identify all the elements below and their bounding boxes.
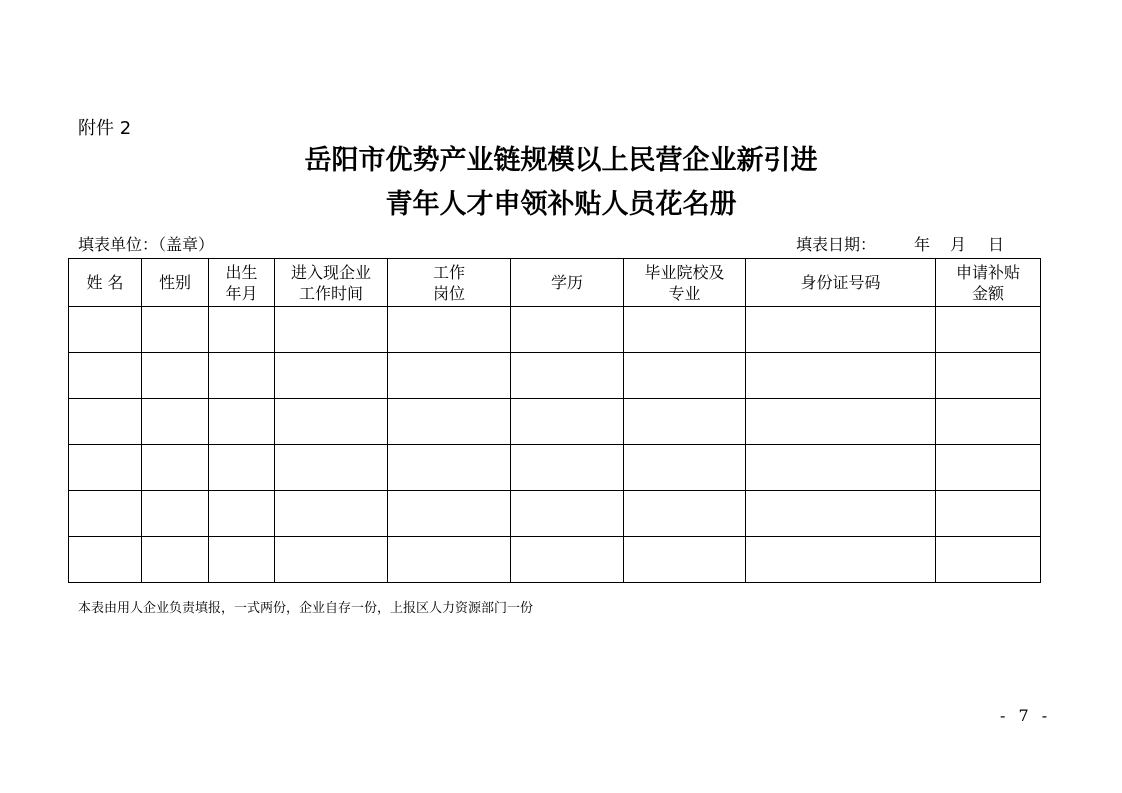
table-cell[interactable] (511, 399, 624, 445)
fill-date-day: 日 (988, 235, 1005, 254)
column-header (209, 259, 275, 307)
column-header-line1: 身份证号码 (800, 273, 881, 292)
fill-date-year: 年 (914, 235, 931, 254)
table-cell[interactable] (388, 491, 511, 537)
table-cell[interactable] (936, 353, 1041, 399)
table-cell[interactable] (209, 491, 275, 537)
column-header-line2: 专业 (668, 283, 701, 303)
table-cell[interactable] (69, 307, 142, 353)
column-header (936, 259, 1041, 307)
column-header (142, 259, 209, 307)
column-header-line1: 毕业院校及 (644, 262, 725, 282)
column-header (511, 259, 624, 307)
fill-date (796, 232, 1004, 255)
table-cell[interactable] (511, 491, 624, 537)
column-header-line2: 岗位 (432, 283, 465, 303)
table-cell[interactable] (511, 537, 624, 583)
column-header (624, 259, 746, 307)
table-cell[interactable] (624, 491, 746, 537)
table-cell[interactable] (275, 399, 388, 445)
table-cell[interactable] (624, 307, 746, 353)
fill-date-month: 月 (950, 235, 967, 254)
column-header-line1: 工作 (432, 262, 465, 282)
table-cell[interactable] (142, 353, 209, 399)
column-header-line1: 出生 (225, 262, 258, 282)
table-cell[interactable] (275, 445, 388, 491)
table-cell[interactable] (209, 445, 275, 491)
table-cell[interactable] (746, 399, 936, 445)
table-cell[interactable] (388, 399, 511, 445)
document-title-line2: 青年人才申领补贴人员花名册 (385, 189, 737, 220)
column-header (746, 259, 936, 307)
table-cell[interactable] (275, 307, 388, 353)
table-cell[interactable] (511, 353, 624, 399)
table-cell[interactable] (746, 353, 936, 399)
table-cell[interactable] (624, 445, 746, 491)
table-cell[interactable] (388, 537, 511, 583)
table-header-row (69, 259, 1041, 307)
table-cell[interactable] (624, 399, 746, 445)
column-header-line1: 姓 名 (86, 273, 124, 292)
table-cell[interactable] (511, 307, 624, 353)
table-row (69, 353, 1041, 399)
table-row (69, 399, 1041, 445)
table-row (69, 491, 1041, 537)
table-cell[interactable] (624, 537, 746, 583)
table-cell[interactable] (388, 353, 511, 399)
column-header (388, 259, 511, 307)
column-header (275, 259, 388, 307)
table-cell[interactable] (275, 491, 388, 537)
fill-date-label: 填表日期： (796, 235, 877, 254)
table-cell[interactable] (746, 445, 936, 491)
table-row (69, 307, 1041, 353)
table-cell[interactable] (936, 537, 1041, 583)
table-cell[interactable] (746, 491, 936, 537)
column-header-line1: 进入现企业 (290, 262, 371, 282)
table-cell[interactable] (209, 399, 275, 445)
column-header-line2: 年月 (225, 283, 258, 303)
table-cell[interactable] (388, 307, 511, 353)
table-cell[interactable] (746, 307, 936, 353)
roster-table (68, 258, 1041, 583)
table-cell[interactable] (69, 399, 142, 445)
column-header-line1: 申请补贴 (955, 262, 1020, 282)
table-cell[interactable] (142, 399, 209, 445)
table-cell[interactable] (936, 491, 1041, 537)
table-cell[interactable] (936, 445, 1041, 491)
column-header-line2: 工作时间 (298, 283, 363, 303)
column-header (69, 259, 142, 307)
table-cell[interactable] (746, 537, 936, 583)
table-cell[interactable] (511, 445, 624, 491)
table-cell[interactable] (209, 537, 275, 583)
table-cell[interactable] (69, 491, 142, 537)
table-cell[interactable] (275, 537, 388, 583)
table-cell[interactable] (209, 353, 275, 399)
table-row (69, 537, 1041, 583)
table-cell[interactable] (69, 353, 142, 399)
table-cell[interactable] (142, 307, 209, 353)
table-cell[interactable] (142, 491, 209, 537)
table-cell[interactable] (209, 307, 275, 353)
table-body (69, 307, 1041, 583)
table-cell[interactable] (69, 537, 142, 583)
table-cell[interactable] (936, 307, 1041, 353)
column-header-line1: 性别 (158, 273, 191, 292)
fill-unit-label: 填表单位：（盖章） (78, 235, 215, 254)
table-cell[interactable] (69, 445, 142, 491)
table-cell[interactable] (142, 537, 209, 583)
footer-note: 本表由用人企业负责填报，一式两份，企业自存一份，上报区人力资源部门一份 (78, 601, 534, 616)
attachment-label: 附件 2 (78, 118, 132, 139)
column-header-line2: 金额 (971, 283, 1004, 303)
table-row (69, 445, 1041, 491)
table-cell[interactable] (275, 353, 388, 399)
column-header-line1: 学历 (550, 273, 583, 292)
page-number: - 7 - (1000, 706, 1052, 725)
table-cell[interactable] (624, 353, 746, 399)
table-cell[interactable] (936, 399, 1041, 445)
table-cell[interactable] (388, 445, 511, 491)
document-title-line1: 岳阳市优势产业链规模以上民营企业新引进 (304, 145, 818, 176)
table-cell[interactable] (142, 445, 209, 491)
